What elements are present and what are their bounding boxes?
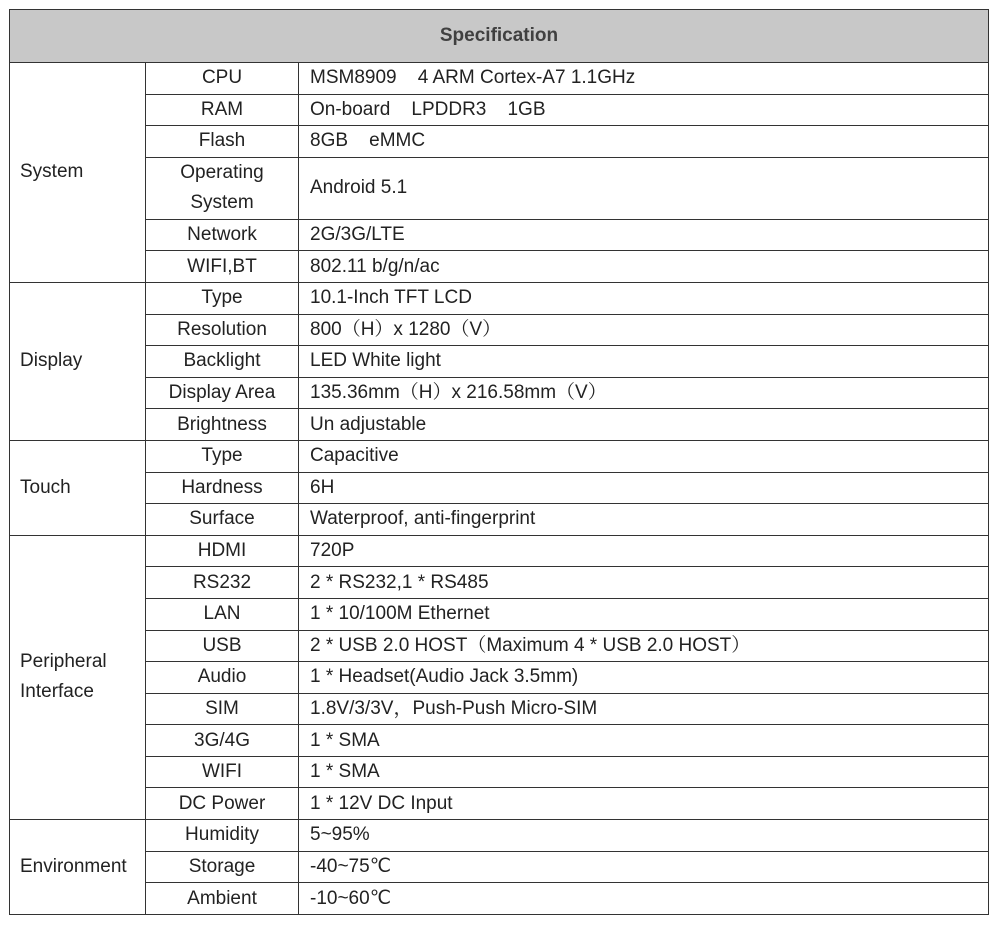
spec-item-label: Audio bbox=[146, 662, 299, 694]
spec-item-label: CPU bbox=[146, 63, 299, 95]
spec-value: On-board LPDDR3 1GB bbox=[299, 94, 989, 126]
spec-value: 720P bbox=[299, 535, 989, 567]
table-row bbox=[10, 820, 989, 852]
table-row bbox=[10, 157, 989, 219]
table-row bbox=[10, 282, 989, 314]
spec-value: LED White light bbox=[299, 346, 989, 378]
table-row bbox=[10, 693, 989, 725]
group-label: System bbox=[10, 63, 146, 283]
spec-value: -10~60℃ bbox=[299, 883, 989, 915]
spec-value: Un adjustable bbox=[299, 409, 989, 441]
table-body bbox=[10, 63, 989, 915]
spec-item-label: Network bbox=[146, 219, 299, 251]
table-row bbox=[10, 756, 989, 788]
spec-value: 5~95% bbox=[299, 820, 989, 852]
table-row bbox=[10, 377, 989, 409]
spec-item-label: WIFI,BT bbox=[146, 251, 299, 283]
spec-item-label: Type bbox=[146, 282, 299, 314]
spec-item-label: WIFI bbox=[146, 756, 299, 788]
table-row bbox=[10, 409, 989, 441]
table-row bbox=[10, 662, 989, 694]
spec-value: -40~75℃ bbox=[299, 851, 989, 883]
spec-item-label: Flash bbox=[146, 126, 299, 158]
spec-value: Capacitive bbox=[299, 440, 989, 472]
table-row bbox=[10, 126, 989, 158]
spec-item-label: Resolution bbox=[146, 314, 299, 346]
table-row bbox=[10, 314, 989, 346]
spec-item-label: Hardness bbox=[146, 472, 299, 504]
table-row bbox=[10, 598, 989, 630]
table-row bbox=[10, 440, 989, 472]
spec-item-label: RAM bbox=[146, 94, 299, 126]
spec-value: MSM8909 4 ARM Cortex-A7 1.1GHz bbox=[299, 63, 989, 95]
table-row bbox=[10, 346, 989, 378]
spec-item-label: Backlight bbox=[146, 346, 299, 378]
spec-item-label: 3G/4G bbox=[146, 725, 299, 757]
spec-item-label: Display Area bbox=[146, 377, 299, 409]
spec-value: 1.8V/3/3V，Push-Push Micro-SIM bbox=[299, 693, 989, 725]
spec-item-label: Surface bbox=[146, 504, 299, 536]
spec-item-label: Humidity bbox=[146, 820, 299, 852]
group-label: Peripheral Interface bbox=[10, 535, 146, 819]
group-label: Touch bbox=[10, 440, 146, 535]
spec-value: 2 * USB 2.0 HOST（Maximum 4 * USB 2.0 HOST） bbox=[299, 630, 989, 662]
table-title: Specification bbox=[10, 10, 989, 63]
table-row bbox=[10, 851, 989, 883]
spec-value: Android 5.1 bbox=[299, 157, 989, 219]
spec-value: 2 * RS232,1 * RS485 bbox=[299, 567, 989, 599]
spec-item-label: SIM bbox=[146, 693, 299, 725]
spec-value: 1 * 12V DC Input bbox=[299, 788, 989, 820]
table-row bbox=[10, 630, 989, 662]
spec-value: 1 * Headset(Audio Jack 3.5mm) bbox=[299, 662, 989, 694]
table-row bbox=[10, 219, 989, 251]
table-row bbox=[10, 883, 989, 915]
specification-table bbox=[9, 9, 989, 915]
spec-value: Waterproof, anti-fingerprint bbox=[299, 504, 989, 536]
spec-item-label: Brightness bbox=[146, 409, 299, 441]
table-row bbox=[10, 94, 989, 126]
spec-value: 135.36mm（H）x 216.58mm（V） bbox=[299, 377, 989, 409]
spec-value: 2G/3G/LTE bbox=[299, 219, 989, 251]
spec-item-label: HDMI bbox=[146, 535, 299, 567]
spec-item-label: USB bbox=[146, 630, 299, 662]
table-row bbox=[10, 251, 989, 283]
spec-value: 1 * SMA bbox=[299, 756, 989, 788]
table-row bbox=[10, 788, 989, 820]
table-row bbox=[10, 725, 989, 757]
table-row bbox=[10, 567, 989, 599]
spec-item-label: Operating System bbox=[146, 157, 299, 219]
spec-item-label: Storage bbox=[146, 851, 299, 883]
spec-value: 1 * 10/100M Ethernet bbox=[299, 598, 989, 630]
spec-value: 1 * SMA bbox=[299, 725, 989, 757]
spec-value: 6H bbox=[299, 472, 989, 504]
spec-item-label: DC Power bbox=[146, 788, 299, 820]
spec-item-label: LAN bbox=[146, 598, 299, 630]
table-row bbox=[10, 535, 989, 567]
spec-value: 10.1-Inch TFT LCD bbox=[299, 282, 989, 314]
table-row bbox=[10, 504, 989, 536]
spec-value: 800（H）x 1280（V） bbox=[299, 314, 989, 346]
spec-value: 802.11 b/g/n/ac bbox=[299, 251, 989, 283]
group-label: Environment bbox=[10, 820, 146, 915]
spec-item-label: RS232 bbox=[146, 567, 299, 599]
table-row bbox=[10, 472, 989, 504]
spec-item-label: Type bbox=[146, 440, 299, 472]
table-row bbox=[10, 63, 989, 95]
spec-value: 8GB eMMC bbox=[299, 126, 989, 158]
group-label: Display bbox=[10, 282, 146, 440]
spec-item-label: Ambient bbox=[146, 883, 299, 915]
